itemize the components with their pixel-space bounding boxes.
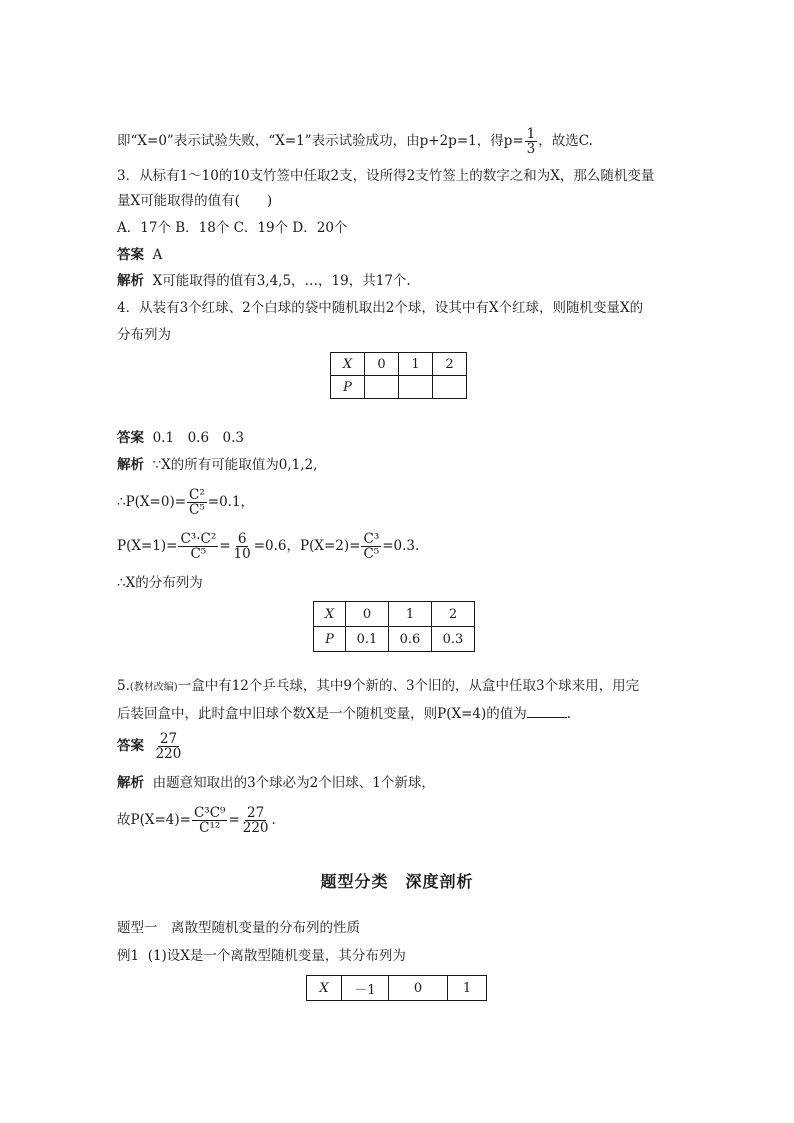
q4-answer: 答案 0.1 0.6 0.3 (117, 430, 245, 446)
table-row: P 0.1 0.6 0.3 (314, 627, 475, 652)
q3-line1: 3．从标有1～10的10支竹签中任取2支，设所得2支竹签上的数字之和为X，那么随机变量 (117, 168, 655, 184)
answer-blank (527, 703, 567, 718)
q4-analysis: 解析 ∵X的所有可能取值为0,1,2, (117, 457, 318, 473)
q4-equation-2: P(X=1)= $\frac{\text{C³·C²}}{\text{C⁵}}$ = $\frac{6}{10}$ =0.6，P(X=2)= $\frac{\text{C³}}{\text{C⁵}}$ =0.3. (117, 531, 420, 562)
example1-line: 例1 (1)设X是一个离散型随机变量，其分布列为 (117, 948, 406, 964)
table-row: X 0 1 2 (314, 602, 475, 627)
continuation-line: 即“X=0”表示试验失败，“X=1”表示试验成功，由p+2p=1，得p= $\frac{1}{3}$ ，故选C. (117, 126, 593, 157)
q5-line1: 5.(教材改编)一盒中有12个乒乓球，其中9个新的、3个旧的，从盒中任取3个球来用，用完 (117, 678, 640, 694)
q5-equation: 故P(X=4)= $\frac{\text{C³C⁹}}{\text{C¹²}}$ = $\frac{27}{220}$ . (117, 805, 276, 836)
q5-answer: 答案 $\frac{27}{220}$ (117, 731, 182, 762)
table-row: X －1 0 1 (307, 976, 487, 1001)
table-row: X 0 1 2 (331, 353, 467, 376)
q3-line2: 量X可能取得的值有( ) (117, 193, 273, 209)
q4-equation-1: ∴P(X=0)= $\frac{\text{C²}}{\text{C⁵}}$ =0.1， (117, 487, 255, 518)
q3-analysis: 解析 X可能取得的值有3,4,5，…，19，共17个. (117, 273, 411, 289)
q5-analysis: 解析 由题意知取出的3个球必为2个旧球、1个新球， (117, 775, 435, 791)
q3-answer: 答案 A (117, 247, 163, 263)
example1-distribution-table (306, 975, 487, 1001)
type1-title: 题型一 离散型随机变量的分布列的性质 (117, 920, 360, 936)
table-row: P (331, 376, 467, 399)
q4-distribution-table-empty (330, 352, 467, 399)
section-heading: 题型分类 深度剖析 (320, 872, 474, 891)
q3-options: A．17个 B．18个 C．19个 D．20个 (117, 220, 348, 236)
q4-line1: 4．从装有3个红球、2个白球的袋中随机取出2个球，设其中有X个红球，则随机变量X的 (117, 300, 644, 316)
q4-distribution-table (313, 601, 475, 652)
fraction-one-third: $\frac{1}{3}$ (526, 126, 536, 157)
q4-line2: 分布列为 (117, 327, 171, 343)
q5-line2: 后装回盒中，此时盒中旧球个数X是一个随机变量，则P(X=4)的值为 . (117, 703, 571, 724)
q4-conclusion: ∴X的分布列为 (117, 575, 203, 591)
